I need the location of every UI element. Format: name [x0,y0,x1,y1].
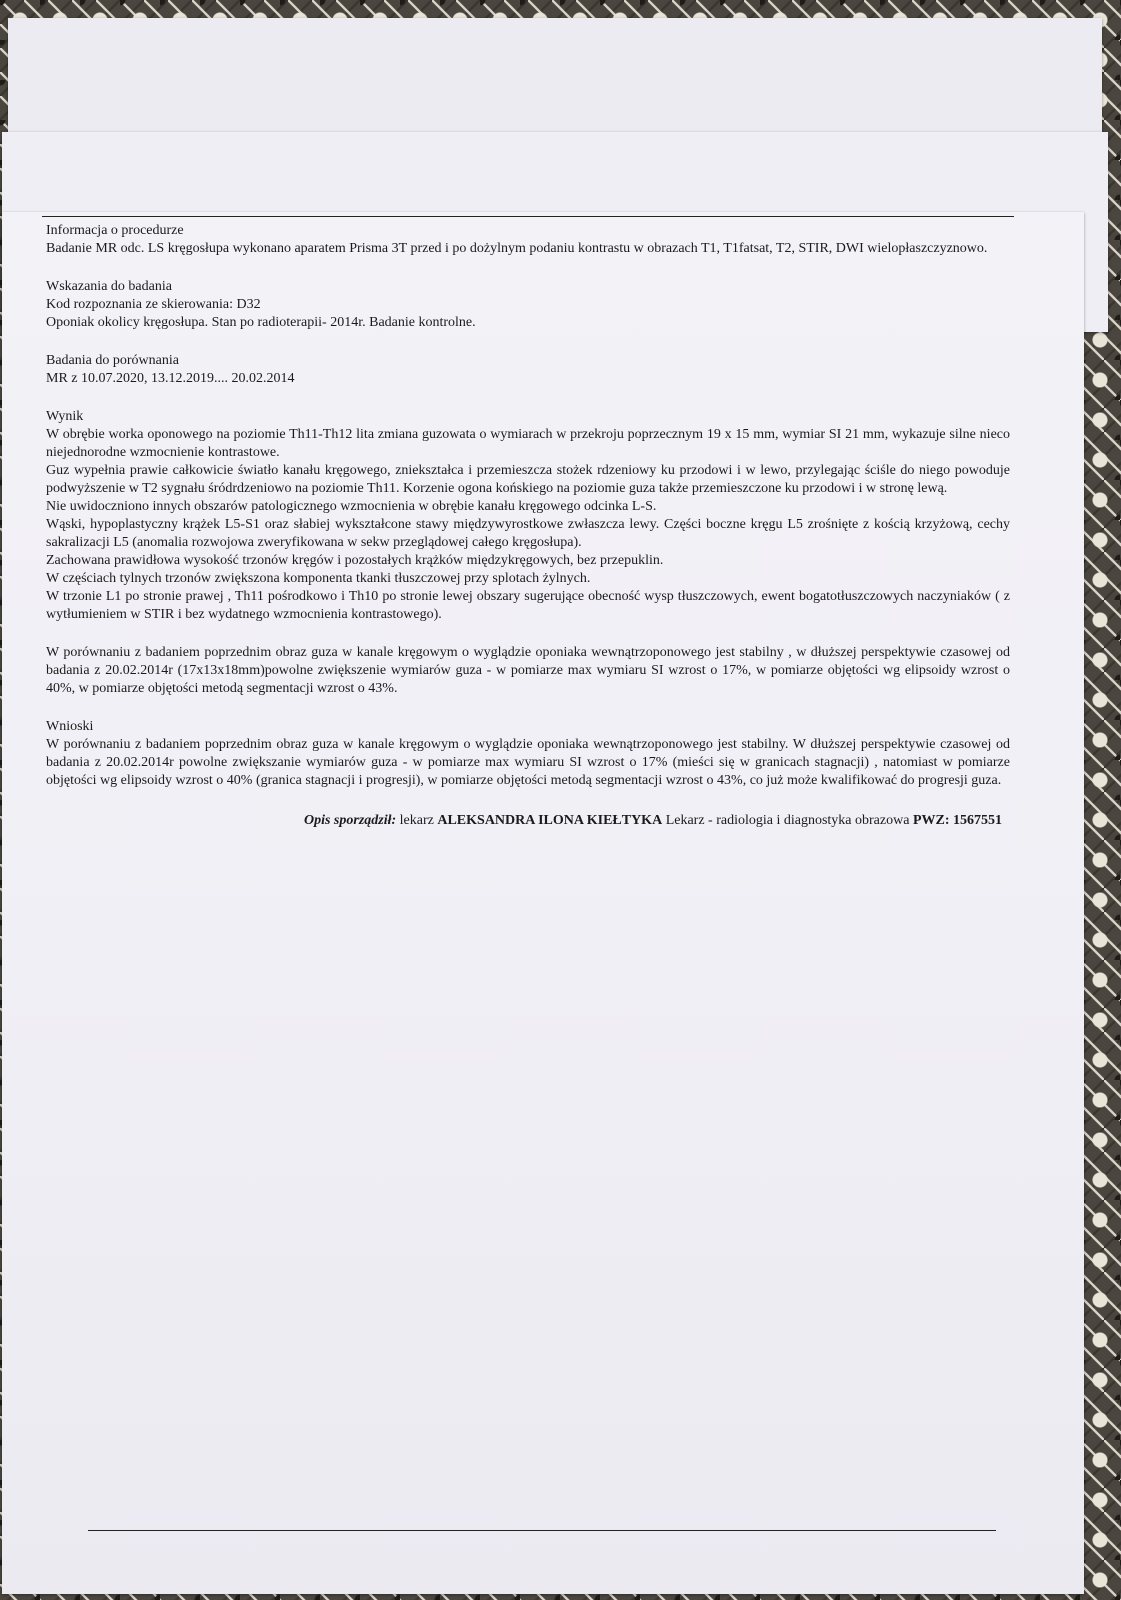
top-rule [42,216,1014,217]
result-paragraph: Wąski, hypoplastyczny krążek L5-S1 oraz słabiej wykształcone stawy międzywyrostkowe zwłaszcza lewy. Części boczne kręgu L5 zrośnięte z kością krzyżową, cechy sakralizacji L5 (anomalia rozwojowa zweryfikowana w sekw przeglądowej całego kręgosłupa). [46,517,1010,550]
result-paragraph: Zachowana prawidłowa wysokość trzonów kręgów i pozostałych krążków międzykręgowych, bez przepuklin. [46,553,664,568]
result-paragraph: W trzonie L1 po stronie prawej , Th11 pośrodkowo i Th10 po stronie lewej obszary sugerujące obecność wysp tłuszczowych, ewent bogatotłuszczowych naczyniaków ( z wytłumieniem w STIR i bez wydatnego wzmocnienia kontrastowego). [46,589,1010,622]
comparison-heading: Badania do porównania [46,353,179,368]
comparison-result-text: W porównaniu z badaniem poprzednim obraz guza w kanale kręgowym o wyglądzie oponiaka wewnątrzoponowego jest stabilny , w dłuższej perspektywie czasowej od badania z 20.02.2014r (17x13x18mm)powolne zwiększenie wymiarów guza - w pomiarze max wymiaru SI wzrost o 17%, w pomiarze objętości wg elipsoidy wzrost o 40%, w pomiarze objętości metodą segmentacji wzrost o 43%. [46,645,1010,696]
signature-specialty: Lekarz - radiologia i diagnostyka obrazowa [665,813,910,828]
conclusions-section [46,718,1010,790]
report-content [46,222,1010,830]
indications-diagnosis: Oponiak okolicy kręgosłupa. Stan po radioterapii- 2014r. Badanie kontrolne. [46,315,476,330]
result-section [46,408,1010,624]
conclusions-heading: Wnioski [46,719,94,734]
indications-section [46,278,1010,332]
result-paragraph: Guz wypełnia prawie całkowicie światło kanału kręgowego, zniekształca i przemieszcza stożek rdzeniowy ku przodowi i w lewo, przylegając ściśle do niego powoduje podwyższenie w T2 sygnału śródrdzeniowo na poziomie Th11. Korzenie ogona końskiego na poziomie guza także przemieszczone ku przodowi i w stronę lewą. [46,463,1010,496]
comparison-result-section [46,644,1010,698]
procedure-text: Badanie MR odc. LS kręgosłupa wykonano aparatem Prisma 3T przed i po dożylnym podaniu kontrastu w obrazach T1, T1fatsat, T2, STIR, DWI wielopłaszczyznowo. [46,241,988,256]
result-paragraph: Nie uwidoczniono innych obszarów patologicznego wzmocnienia w obrębie kanału kręgowego odcinka L-S. [46,499,657,514]
result-paragraph: W częściach tylnych trzonów zwiększona komponenta tkanki tłuszczowej przy splotach żylnych. [46,571,591,586]
signature-line [46,812,1010,830]
signature-name: ALEKSANDRA ILONA KIEŁTYKA [437,813,663,828]
signature-label: Opis sporządził: [303,813,397,828]
indications-heading: Wskazania do badania [46,279,172,294]
procedure-section [46,222,1010,258]
comparison-section [46,352,1010,388]
procedure-heading: Informacja o procedurze [46,223,184,238]
signature-pwz: PWZ: 1567551 [912,813,1002,828]
comparison-dates: MR z 10.07.2020, 13.12.2019.... 20.02.2014 [46,371,295,386]
signature-title: lekarz [399,813,434,828]
report-page [2,212,1084,1594]
result-heading: Wynik [46,409,84,424]
conclusions-text: W porównaniu z badaniem poprzednim obraz guza w kanale kręgowym o wyglądzie oponiaka wewnątrzoponowego jest stabilny. W dłuższej perspektywie czasowej od badania z 20.02.2014r powolne zwiększanie wymiarów guza - w pomiarze max wymiaru SI wzrost o 17% (mieści się w granicach stagnacji) , natomiast w pomiarze objętości wg elipsoidy wzrost o 40% (granica stagnacji i progresji), w pomiarze objętości metodą segmentacji wzrost o 43%, co już może kwalifikować do progresji guza. [46,737,1010,788]
indications-code: Kod rozpoznania ze skierowania: D32 [46,297,261,312]
bottom-rule [88,1530,996,1531]
result-paragraph: W obrębie worka oponowego na poziomie Th11-Th12 lita zmiana guzowata o wymiarach w przekroju poprzecznym 19 x 15 mm, wymiar SI 21 mm, wykazuje silne nieco niejednorodne wzmocnienie kontrastowe. [46,427,1010,460]
